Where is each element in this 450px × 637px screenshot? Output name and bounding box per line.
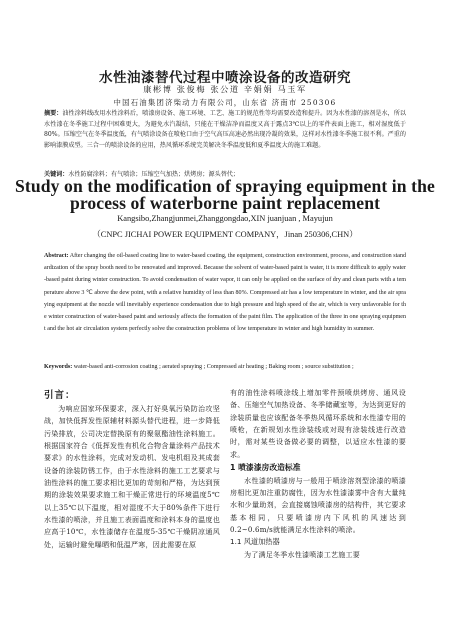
section-1-heading: 1 喷漆漆房改造标准 xyxy=(230,463,301,473)
chinese-keywords-label: 关键词： xyxy=(44,171,69,178)
english-abstract-text: After changing the oil-based coating line to water-based coating, the equipment, construction environment, process, and construction standardization of the spray booth need to be renovated and improved. Because the solvent of water-based paint is water, it is more difficult to apply water-based paint during winter construction. To avoid condensation of water vapor, it can only be applied on the surface of dry and clean parts with a temperature above 3 ℃ above the dew point, with a relative humidity of less than 80%. Compressed air has a low temperature in winter, and the air spraying equipment at the nozzle will inevitably experience condensation due to high pressure and high speed of the air, which is very unfavorable for the winter construction of water-based paint and seriously affects the formation of the paint film. The application of the three in one spraying equipment and the hot air circulation system perfectly solve the construction problems of low temperature in winter and high humidity in summer. xyxy=(44,253,406,333)
english-abstract-label: Abstract: xyxy=(44,253,69,259)
section-1-1-heading: 1.1 风道加热器 xyxy=(230,537,280,547)
english-title: Study on the modification of spraying equipment in the process of waterborne paint replacement xyxy=(15,176,435,213)
section-1-1-text: 为了满足冬季水性漆喷漆工艺施工要 xyxy=(244,549,360,559)
chinese-keywords-text: 水性防腐涂料；有气喷涂；压缩空气加热；烘烤房；源头替代； xyxy=(68,171,239,178)
introduction-text: 为响应国家环保要求，深入打好臭氧污染防治攻坚战，加快低挥发性原辅材料源头替代进程，进一步降低污染排放，公司决定替换原有的聚氨酯油性涂料施工。根据国家符合《低挥发性有机化合物含量涂料产品技术要求》的水性涂料，完成对发动机、发电机组及其成套设备的涂装防锈工作，由于水性涂料的施工工艺要求与油性涂料的施工要求相比更加的苛刻和严格，为达到预期的涂装效果要求施工和干燥正常进行的环境温度5℃以上35℃以下温度，相对湿度不大于80%条件下进行水性漆的喷涂，并且施工表面温度和涂料本身的温度也应高于10℃，水性漆储存在温度5-35℃干燥阴凉通风处，运输时避免曝晒和低温严寒，因此需要在原 xyxy=(44,404,220,549)
section-1-text: 水性漆的喷漆房与一般用于喷涂溶剂型涂漆的喷漆房相比更加注重防腐性，因为水性漆漆雾中含有大量纯水和少量助剂，会直接腐蚀喷漆房的结构件，其它要求基本相同，只要喷漆房内下风机的风速达到0.2~0.6m/s就能满足水性涂料的喷涂。 xyxy=(230,475,406,534)
section-1-paragraph xyxy=(230,475,406,537)
introduction-heading: 引言： xyxy=(44,390,76,401)
english-abstract xyxy=(44,250,406,335)
english-keywords xyxy=(44,361,406,373)
chinese-abstract-text: 油性涂料线改用水性涂料后，喷漆房设备、施工环境、工艺、施工的规范性等均需要改造和提升。因为水性漆的溶剂是水，所以水性漆在冬季施工过程中困难更大，为避免水汽凝结，只能在干燥洁净而温度又高于露点3℃以上的零件表面上施工，相对湿度低于80%。压缩空气在冬季温度低，有气喷涂设备在喷枪口由于空气高压高速必然出现冷凝的效果，这样对水性漆冬季施工很不利。严重的影响漆膜成型。三合一的喷涂设备的应用，热风循环系统完美解决冬季温度低和夏季温度大的施工难题。 xyxy=(44,110,407,149)
chinese-abstract xyxy=(44,109,406,151)
english-keywords-text: water-based anti-corrosion coating ; aerated spraying ; Compressed air heating ; Baking room ; source substitution ; xyxy=(73,364,354,370)
english-authors: Kangsibo,Zhangjunmei,Zhanggongdao,XIN juanjuan , Mayujun xyxy=(117,214,333,223)
chinese-title: 水性油漆替代过程中喷涂设备的改造研究 xyxy=(99,70,351,86)
body-column-left xyxy=(44,387,220,551)
introduction-paragraph xyxy=(44,403,220,551)
continued-paragraph: 有的油性涂料喷涂线上增加零件预喷烘烤房、通风设备、压缩空气加热设备、冬季储藏室等，为达到更好的涂装质量也应该配备冬季热风循环系统和水性漆专用的喷枪，在新规划水性涂装线或对现有涂装线进行改造时，需对某些设备做必要的调整，以适应水性漆的要求。 xyxy=(230,388,406,459)
section-1-1-paragraph xyxy=(230,549,406,561)
chinese-authors: 康彬博 张俊梅 张公道 辛娟娟 马玉军 xyxy=(143,84,307,94)
body-column-right xyxy=(230,387,406,561)
chinese-abstract-label: 摘要： xyxy=(44,110,63,117)
english-keywords-label: Keywords: xyxy=(44,364,73,370)
chinese-affiliation: 中国石油集团济柴动力有限公司，山东省 济南市 250306 xyxy=(113,98,337,107)
english-affiliation: （CNPC JICHAI POWER EQUIPMENT COMPANY，Jinan 250306,CHN） xyxy=(92,230,358,239)
